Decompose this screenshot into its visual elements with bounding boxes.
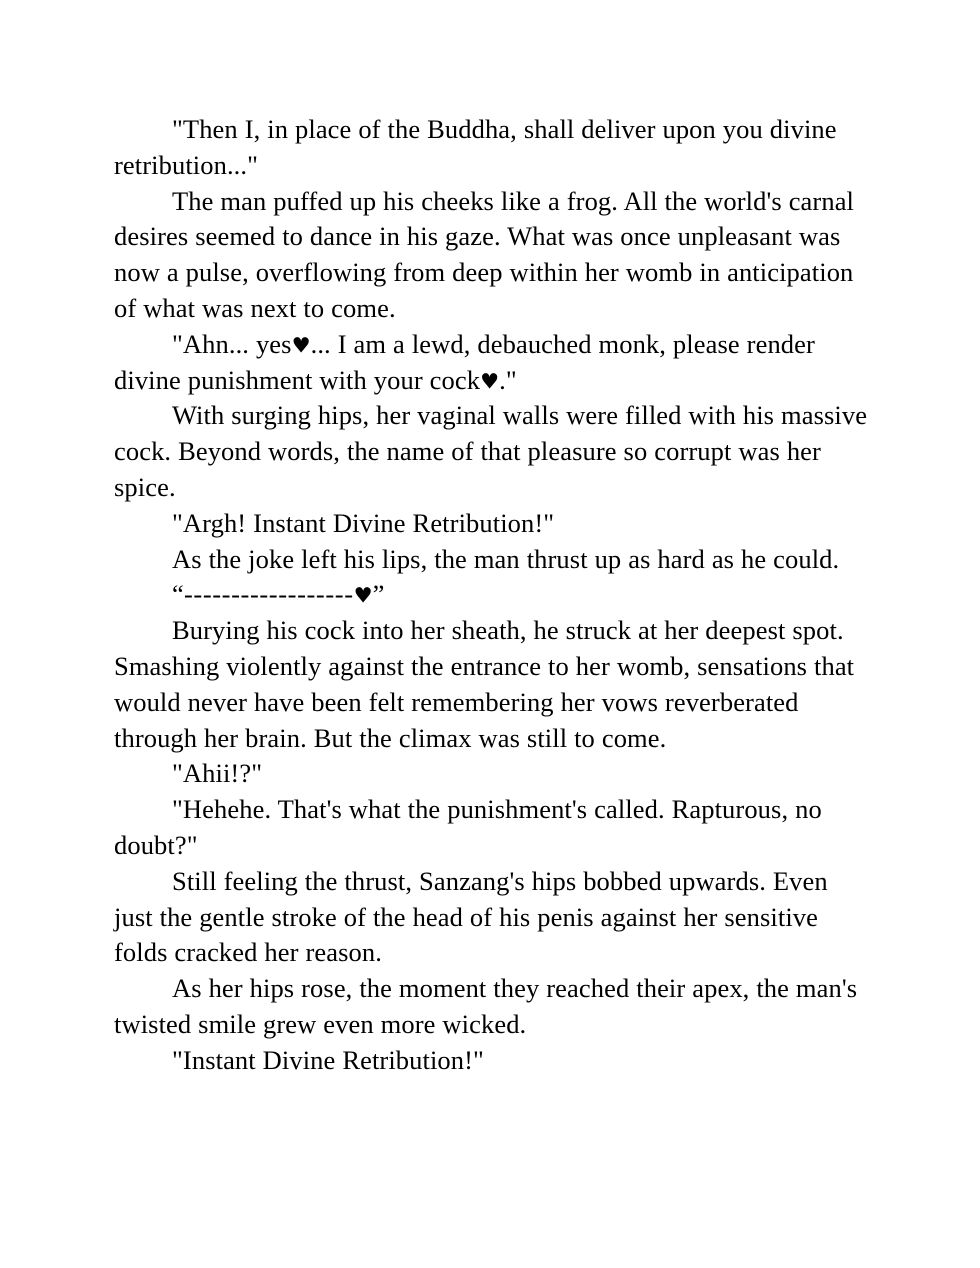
paragraph-p1 — [114, 112, 869, 184]
text-run: “ — [172, 579, 184, 610]
paragraph-p7 — [114, 577, 869, 613]
text-run: "Ahii!?" — [172, 758, 263, 789]
paragraph-p9 — [114, 756, 869, 792]
text-run: "Argh! Instant Divine Retribution!" — [172, 507, 555, 538]
text-run: As her hips rose, the moment they reached their apex, the man's twisted smile grew even more wicked. — [114, 973, 858, 1039]
text-run: Still feeling the thrust, Sanzang's hips bobbed upwards. Even just the gentle stroke of the head of his penis against her sensitive folds cracked her reason. — [114, 865, 828, 968]
text-run: "Hehehe. That's what the punishment's called. Rapturous, no doubt?" — [114, 794, 822, 860]
paragraph-p6 — [114, 542, 869, 578]
text-run: ... I am a lewd, debauched monk, please render divine punishment with your cock — [114, 328, 815, 395]
text-run: "Instant Divine Retribution!" — [172, 1044, 484, 1075]
paragraph-p11 — [114, 864, 869, 971]
dash-run: ------------------ — [183, 579, 354, 610]
text-run: As the joke left his lips, the man thrust up as hard as he could. — [172, 543, 840, 574]
text-run: The man puffed up his cheeks like a frog. All the world's carnal desires seemed to dance in his gaze. What was once unpleasant was now a pulse, overflowing from deep within her womb in anticipation of what was next to come. — [114, 185, 855, 323]
text-run: Burying his cock into her sheath, he struck at her deepest spot. Smashing violently against the entrance to her womb, sensations that would never have been felt remembering her vows reverberated through her brain. But the climax was still to come. — [114, 615, 855, 753]
paragraph-p10 — [114, 792, 869, 864]
text-run: ." — [499, 364, 517, 395]
page-text-body — [114, 112, 869, 1079]
text-run: ” — [372, 579, 385, 610]
paragraph-p4 — [114, 398, 869, 505]
paragraph-p3 — [114, 327, 869, 399]
heart-icon: ♥ — [480, 368, 500, 394]
paragraph-p13 — [114, 1043, 869, 1079]
text-run: With surging hips, her vaginal walls were filled with his massive cock. Beyond words, the name of that pleasure so corrupt was her spice. — [114, 400, 868, 502]
paragraph-p8 — [114, 613, 869, 756]
heart-icon: ♥ — [291, 332, 311, 358]
text-run: "Ahn... yes — [172, 328, 292, 359]
paragraph-p2 — [114, 184, 869, 327]
paragraph-p5 — [114, 506, 869, 542]
heart-icon: ♥ — [353, 582, 373, 608]
text-run: "Then I, in place of the Buddha, shall deliver upon you divine retribution..." — [114, 114, 837, 180]
paragraph-p12 — [114, 971, 869, 1043]
